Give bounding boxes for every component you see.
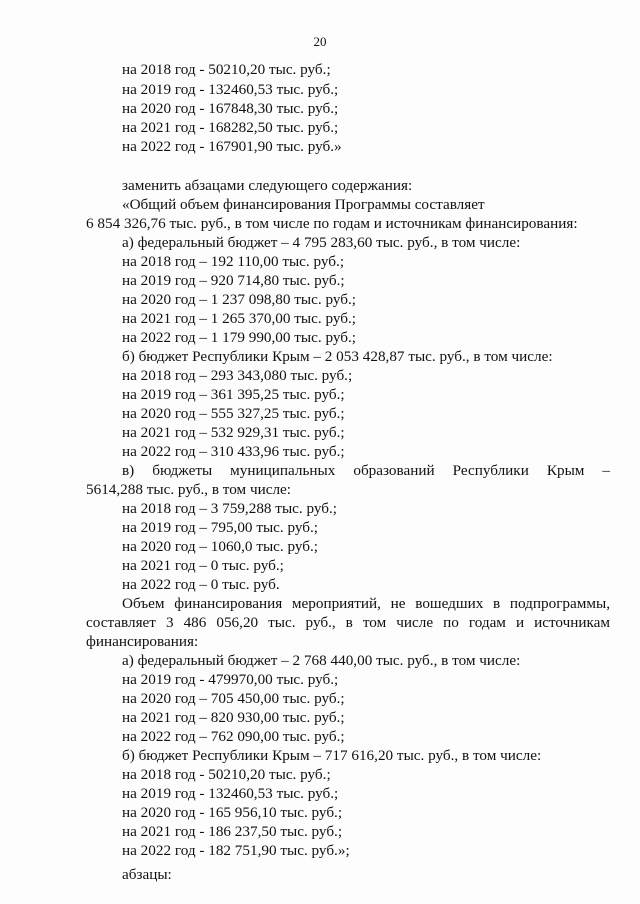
text-line: на 2021 год – 532 929,31 тыс. руб.; <box>122 424 345 441</box>
text-line: на 2022 год - 182 751,90 тыс. руб.»; <box>122 842 350 859</box>
page-number: 20 <box>313 34 327 49</box>
text-line: на 2018 год - 50210,20 тыс. руб.; <box>122 61 331 78</box>
text-line: абзацы: <box>122 866 172 883</box>
text-line: на 2021 год – 820 930,00 тыс. руб.; <box>122 709 345 726</box>
text-line: на 2018 год – 192 110,00 тыс. руб.; <box>122 253 345 270</box>
text-line: в) бюджеты муниципальных образований Республики Крым – <box>122 462 610 479</box>
text-line: на 2018 год – 3 759,288 тыс. руб.; <box>122 500 338 517</box>
text-line: б) бюджет Республики Крым – 2 053 428,87 тыс. руб., в том числе: <box>122 348 553 365</box>
text-line: на 2020 год – 705 450,00 тыс. руб.; <box>122 690 345 707</box>
text-line: на 2020 год – 1 237 098,80 тыс. руб.; <box>122 291 356 308</box>
text-line: на 2019 год – 361 395,25 тыс. руб.; <box>122 386 345 403</box>
text-line: 6 854 326,76 тыс. руб., в том числе по годам и источникам финансирования: <box>86 215 578 232</box>
text-line: на 2021 год – 0 тыс. руб.; <box>122 557 284 574</box>
text-line: а) федеральный бюджет – 4 795 283,60 тыс. руб., в том числе: <box>122 234 521 251</box>
text-line: на 2019 год - 479970,00 тыс. руб.; <box>122 671 339 688</box>
text-line: на 2018 год – 293 343,080 тыс. руб.; <box>122 367 353 384</box>
text-line: б) бюджет Республики Крым – 717 616,20 тыс. руб., в том числе: <box>122 747 542 764</box>
text-line: заменить абзацами следующего содержания: <box>122 177 413 194</box>
text-line: на 2019 год - 132460,53 тыс. руб.; <box>122 785 339 802</box>
text-line: составляет 3 486 056,20 тыс. руб., в том числе по годам и источникам <box>86 614 610 631</box>
text-line: на 2021 год - 168282,50 тыс. руб.; <box>122 119 339 136</box>
text-line: а) федеральный бюджет – 2 768 440,00 тыс. руб., в том числе: <box>122 652 521 669</box>
text-line: Объем финансирования мероприятий, не вошедших в подпрограммы, <box>122 595 610 612</box>
text-line: на 2018 год - 50210,20 тыс. руб.; <box>122 766 331 783</box>
text-line: на 2020 год - 167848,30 тыс. руб.; <box>122 100 339 117</box>
text-line: на 2022 год - 167901,90 тыс. руб.» <box>122 138 342 155</box>
text-line: на 2020 год – 1060,0 тыс. руб.; <box>122 538 319 555</box>
text-line: на 2019 год – 795,00 тыс. руб.; <box>122 519 319 536</box>
text-line: на 2019 год – 920 714,80 тыс. руб.; <box>122 272 345 289</box>
text-line: на 2020 год – 555 327,25 тыс. руб.; <box>122 405 345 422</box>
text-line: на 2021 год – 1 265 370,00 тыс. руб.; <box>122 310 356 327</box>
text-line: на 2021 год - 186 237,50 тыс. руб.; <box>122 823 343 840</box>
text-line: на 2022 год – 310 433,96 тыс. руб.; <box>122 443 345 460</box>
text-line: «Общий объем финансирования Программы составляет <box>122 196 485 213</box>
text-line: финансирования: <box>86 633 199 650</box>
text-line: на 2019 год - 132460,53 тыс. руб.; <box>122 81 339 98</box>
text-line: 5614,288 тыс. руб., в том числе: <box>86 481 291 498</box>
text-line: на 2022 год – 762 090,00 тыс. руб.; <box>122 728 345 745</box>
text-line: на 2022 год – 0 тыс. руб. <box>122 576 280 593</box>
text-line: на 2020 год - 165 956,10 тыс. руб.; <box>122 804 343 821</box>
text-line: на 2022 год – 1 179 990,00 тыс. руб.; <box>122 329 356 346</box>
